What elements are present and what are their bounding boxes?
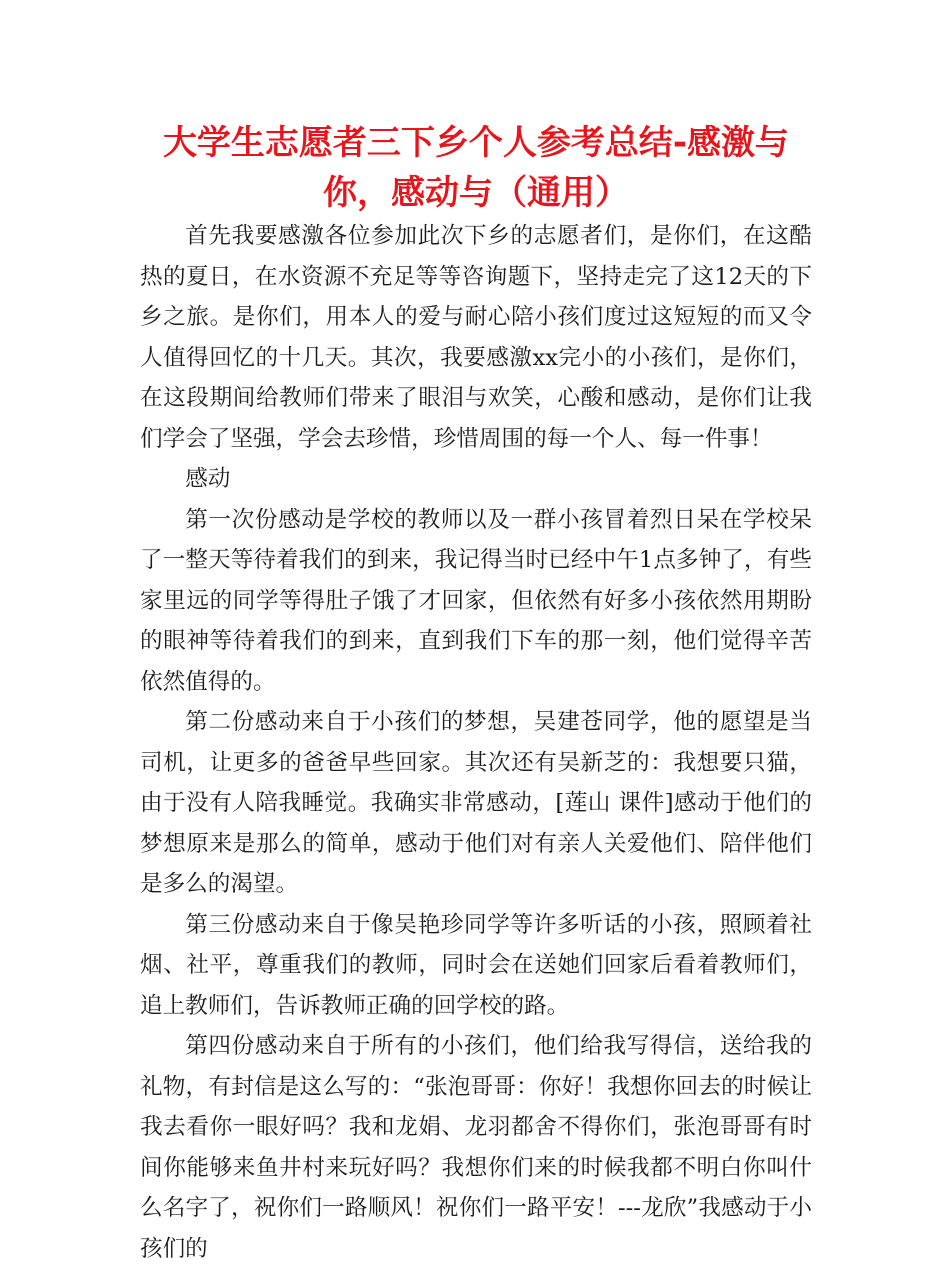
paragraph-intro: 首先我要感激各位参加此次下乡的志愿者们，是你们，在这酷热的夏日，在水资源不充足等等咨询题下，坚持走完了这12天的下乡之旅。是你们，用本人的爱与耐心陪小孩们度过这短短的而又令人值得回忆的十几天。其次，我要感激xx完小的小孩们，是你们，在这段期间给教师们带来了眼泪与欢笑，心酸和感动，是你们让我们学会了坚强，学会去珍惜，珍惜周围的每一个人、每一件事！: [140, 223, 812, 452]
section-heading-gandong: 感动: [185, 466, 231, 492]
document-body: [140, 216, 812, 1269]
paragraph-first-touch: 第一次份感动是学校的教师以及一群小孩冒着烈日呆在学校呆了一整天等待着我们的到来，我记得当时已经中午1点多钟了，有些家里远的同学等得肚子饿了才回家，但依然有好多小孩依然用期盼的眼神等待着我们的到来，直到我们下车的那一刻，他们觉得辛苦依然值得的。: [140, 506, 812, 695]
document-page: [140, 118, 812, 1269]
document-title: 大学生志愿者三下乡个人参考总结-感激与你，感动与（通用）: [162, 123, 790, 213]
paragraph-second-touch: 第二份感动来自于小孩们的梦想，吴建苍同学，他的愿望是当司机，让更多的爸爸早些回家。其次还有吴新芝的：我想要只猫，由于没有人陪我睡觉。我确实非常感动，[莲山 课件]感动于他们的梦想原来是那么的简单，感动于他们对有亲人关爱他们、陪伴他们是多么的渴望。: [140, 709, 812, 897]
paragraph-fourth-touch: 第四份感动来自于所有的小孩们，他们给我写得信，送给我的礼物，有封信是这么写的：“张泡哥哥：你好！我想你回去的时候让我去看你一眼好吗？我和龙娟、龙羽都舍不得你们，张泡哥哥有时间你能够来鱼井村来玩好吗？我想你们来的时候我都不明白你叫什么名字了，祝你们一路顺风！祝你们一路平安！---龙欣”我感动于小孩们的: [140, 1033, 812, 1262]
paragraph-third-touch: 第三份感动来自于像吴艳珍同学等许多听话的小孩，照顾着社烟、社平，尊重我们的教师，同时会在送她们回家后看着教师们，追上教师们，告诉教师正确的回学校的路。: [140, 911, 812, 1019]
